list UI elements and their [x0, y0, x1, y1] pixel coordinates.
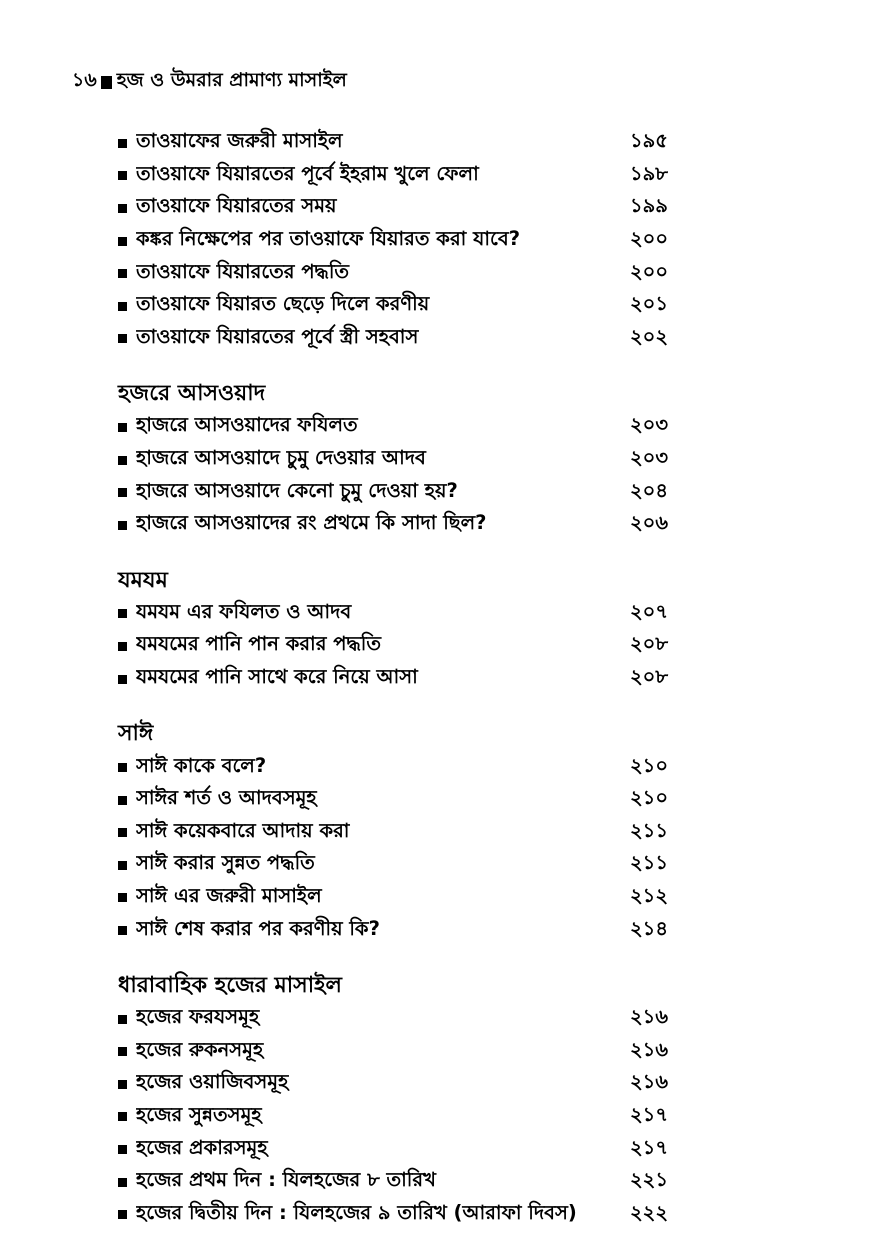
square-bullet-icon [118, 861, 127, 870]
toc-entry [118, 784, 678, 817]
toc-entry [118, 849, 678, 882]
section-title: ধারাবাহিক হজের মাসাইল [118, 972, 342, 998]
entry-page-number: ২১১ [630, 818, 668, 842]
section-title: যমযম [118, 567, 168, 593]
toc-entry [118, 817, 678, 850]
book-title: হজ ও উমরার প্রামাণ্য মাসাইল [116, 69, 347, 91]
entry-title: তাওয়াফে যিয়ারত ছেড়ে দিলে করণীয় [136, 292, 430, 316]
entry-page-number: ২১৭ [630, 1102, 669, 1126]
entry-title: সাঈ এর জরুরী মাসাইল [136, 883, 322, 907]
entry-title: সাঈ শেষ করার পর করণীয় কি? [136, 916, 380, 940]
entry-title: সাঈ করার সুন্নত পদ্ধতি [136, 851, 315, 875]
toc-entry [118, 630, 678, 663]
entry-title: যমযমের পানি পান করার পদ্ধতি [136, 632, 381, 656]
entry-title: হজের রুকনসমূহ [136, 1037, 264, 1061]
entry-page-number: ২০১ [630, 292, 669, 316]
toc-section [118, 969, 678, 1231]
entry-title: তাওয়াফে যিয়ারতের পূর্বে ইহরাম খুলে ফেলা [136, 161, 479, 185]
entry-title: হজের প্রথম দিন : যিলহজের ৮ তারিখ [136, 1168, 436, 1192]
toc-entry [118, 323, 678, 356]
table-of-contents [118, 127, 678, 1253]
entry-title: হজের সুন্নতসমূহ [136, 1102, 262, 1126]
entry-title: হজের ওয়াজিবসমূহ [136, 1070, 289, 1094]
square-bullet-icon [118, 1047, 127, 1056]
square-bullet-icon [118, 675, 127, 684]
toc-entry [118, 1068, 678, 1101]
square-bullet-icon [118, 521, 127, 530]
toc-entry [118, 444, 678, 477]
toc-section [118, 717, 678, 947]
entry-page-number: ২০৮ [630, 632, 669, 656]
entry-title: হজের দ্বিতীয় দিন : যিলহজের ৯ তারিখ (আরাফা দিবস) [136, 1200, 577, 1224]
square-bullet-icon [118, 237, 127, 246]
square-bullet-icon [118, 828, 127, 837]
toc-section [118, 564, 678, 696]
entry-title: তাওয়াফে যিয়ারতের পূর্বে স্ত্রী সহবাস [136, 324, 419, 348]
entry-page-number: ২০২ [630, 324, 669, 348]
entry-page-number: ২১০ [630, 753, 669, 777]
square-bullet-icon [118, 1015, 127, 1024]
square-bullet-icon [118, 204, 127, 213]
entry-page-number: ২১৪ [630, 916, 668, 940]
toc-entry [118, 1035, 678, 1068]
entry-page-number: ২২১ [630, 1168, 669, 1192]
toc-entry [118, 411, 678, 444]
entry-page-number: ১৯৮ [630, 161, 668, 185]
toc-entry [118, 1101, 678, 1134]
entry-title: হাজরে আসওয়াদের রং প্রথমে কি সাদা ছিল? [136, 511, 487, 535]
section-title: সাঈ [118, 721, 154, 747]
entry-page-number: ২১১ [630, 851, 668, 875]
entry-page-number: ১৯৯ [630, 194, 668, 218]
toc-entry [118, 509, 678, 542]
square-bullet-icon [118, 423, 127, 432]
square-bullet-icon [118, 1178, 127, 1187]
entry-page-number: ২০৭ [630, 599, 669, 623]
entry-page-number: ২০৩ [630, 446, 669, 470]
entry-title: যমযম এর ফযিলত ও আদব [136, 599, 352, 623]
square-bullet-icon [118, 269, 127, 278]
square-bullet-icon [118, 763, 127, 772]
entry-page-number: ২০০ [630, 227, 669, 251]
section-title: হজরে আসওয়াদ [118, 381, 266, 407]
entry-title: হাজরে আসওয়াদে কেনো চুমু দেওয়া হয়? [136, 478, 458, 502]
entry-page-number: ২০৩ [630, 413, 669, 437]
header-square-icon [101, 76, 112, 89]
entry-title: যমযমের পানি সাথে করে নিয়ে আসা [136, 665, 418, 689]
toc-entry [118, 127, 678, 160]
toc-entry [118, 192, 678, 225]
square-bullet-icon [118, 334, 127, 343]
square-bullet-icon [118, 642, 127, 651]
square-bullet-icon [118, 1080, 127, 1089]
toc-entry [118, 598, 678, 631]
toc-entry [118, 290, 678, 323]
toc-entry [118, 663, 678, 696]
toc-section [118, 127, 678, 355]
entry-title: সাঈ কয়েকবারে আদায় করা [136, 818, 350, 842]
entry-page-number: ২০০ [630, 259, 669, 283]
square-bullet-icon [118, 1145, 127, 1154]
entry-page-number: ২০৬ [630, 511, 669, 535]
toc-entry [118, 257, 678, 290]
toc-entry [118, 914, 678, 947]
entry-page-number: ২২২ [630, 1200, 669, 1224]
square-bullet-icon [118, 302, 127, 311]
square-bullet-icon [118, 488, 127, 497]
entry-title: হজের প্রকারসমূহ [136, 1135, 268, 1159]
entry-page-number: ১৯৫ [630, 129, 668, 153]
entry-title: তাওয়াফের জরুরী মাসাইল [136, 129, 343, 153]
entry-page-number: ২১৬ [630, 1037, 669, 1061]
toc-entry [118, 225, 678, 258]
entry-page-number: ২১২ [630, 883, 669, 907]
toc-entry [118, 1133, 678, 1166]
toc-entry [118, 476, 678, 509]
entry-title: হজের ফরযসমূহ [136, 1005, 260, 1029]
entry-title: তাওয়াফে যিয়ারতের সময় [136, 194, 337, 218]
toc-entry [118, 1198, 678, 1231]
square-bullet-icon [118, 796, 127, 805]
toc-entry [118, 1003, 678, 1036]
square-bullet-icon [118, 1210, 127, 1219]
square-bullet-icon [118, 609, 127, 618]
square-bullet-icon [118, 1112, 127, 1121]
square-bullet-icon [118, 926, 127, 935]
toc-entry [118, 160, 678, 193]
entry-page-number: ২১৬ [630, 1070, 669, 1094]
square-bullet-icon [118, 139, 127, 148]
toc-entry [118, 1166, 678, 1199]
toc-entry [118, 882, 678, 915]
entry-title: হাজরে আসওয়াদের ফযিলত [136, 413, 358, 437]
entry-title: হাজরে আসওয়াদে চুমু দেওয়ার আদব [136, 446, 426, 470]
running-header [72, 66, 347, 98]
square-bullet-icon [118, 893, 127, 902]
entry-page-number: ২১৭ [630, 1135, 669, 1159]
entry-page-number: ২১০ [630, 786, 669, 810]
toc-section [118, 377, 678, 541]
square-bullet-icon [118, 456, 127, 465]
entry-title: কঙ্কর নিক্ষেপের পর তাওয়াফে যিয়ারত করা যাবে? [136, 227, 521, 251]
entry-page-number: ২১৬ [630, 1005, 669, 1029]
toc-entry [118, 751, 678, 784]
entry-page-number: ২০৪ [630, 478, 669, 502]
square-bullet-icon [118, 171, 127, 180]
entry-title: সাঈর শর্ত ও আদবসমূহ [136, 786, 317, 810]
entry-title: সাঈ কাকে বলে? [136, 753, 267, 777]
page-number: ১৬ [72, 69, 97, 91]
entry-page-number: ২০৮ [630, 665, 669, 689]
entry-title: তাওয়াফে যিয়ারতের পদ্ধতি [136, 259, 350, 283]
